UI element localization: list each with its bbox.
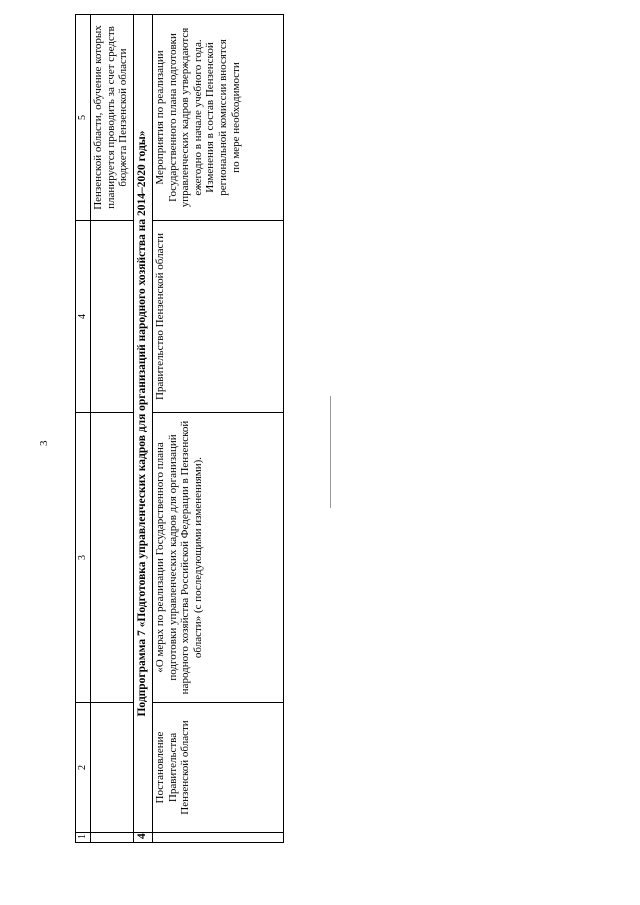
- note-cell: [153, 15, 284, 221]
- column-number-3: 3: [76, 413, 91, 703]
- responsible-body: Правительство Пензенской области: [153, 221, 284, 413]
- subprogram-title: Подпрограмма 7 «Подготовка управленческих кадров для организаций народного хозяйства на 2014–2020 годы»: [134, 15, 153, 833]
- column-number-5: 5: [76, 15, 91, 221]
- subprogram-row: [134, 15, 153, 843]
- continuation-cell-3: [91, 413, 134, 703]
- continuation-cell-2: [91, 703, 134, 833]
- subprogram-number: 4: [134, 833, 153, 843]
- note-paragraph-3: по мере необходимости: [229, 62, 242, 173]
- continuation-row: [91, 15, 134, 843]
- note-paragraph-1: Мероприятия по реализации Государственного плана подготовки управленческих кадров утверждаются ежегодно в начале учебного года.: [154, 27, 204, 208]
- document-type: Постановление Правительства Пензенской области: [153, 703, 284, 833]
- page-number: 3: [38, 440, 50, 446]
- document-title: «О мерах по реализации Государственного плана подготовки управленческих кадров для организаций народного хозяйства Российской Федерации в Пензенской области» (с последующими изменениями).: [153, 413, 284, 703]
- note-paragraph-2: Изменения в состав Пензенской региональной комиссии вносятся: [204, 39, 229, 196]
- program-table: [75, 14, 284, 843]
- continuation-cell-1: [91, 833, 134, 843]
- continuation-cell-4: [91, 221, 134, 413]
- main-row: [153, 15, 284, 843]
- rotated-table-container: [75, 15, 280, 843]
- column-number-4: 4: [76, 221, 91, 413]
- separator-line: [330, 396, 331, 508]
- column-number-2: 2: [76, 703, 91, 833]
- column-number-1: 1: [76, 833, 91, 843]
- main-cell-1: [153, 833, 284, 843]
- column-number-row: [76, 15, 91, 843]
- continuation-cell-5: Пензенской области, обучение которых планируется проводить за счет средств бюджета Пензенской области: [91, 15, 134, 221]
